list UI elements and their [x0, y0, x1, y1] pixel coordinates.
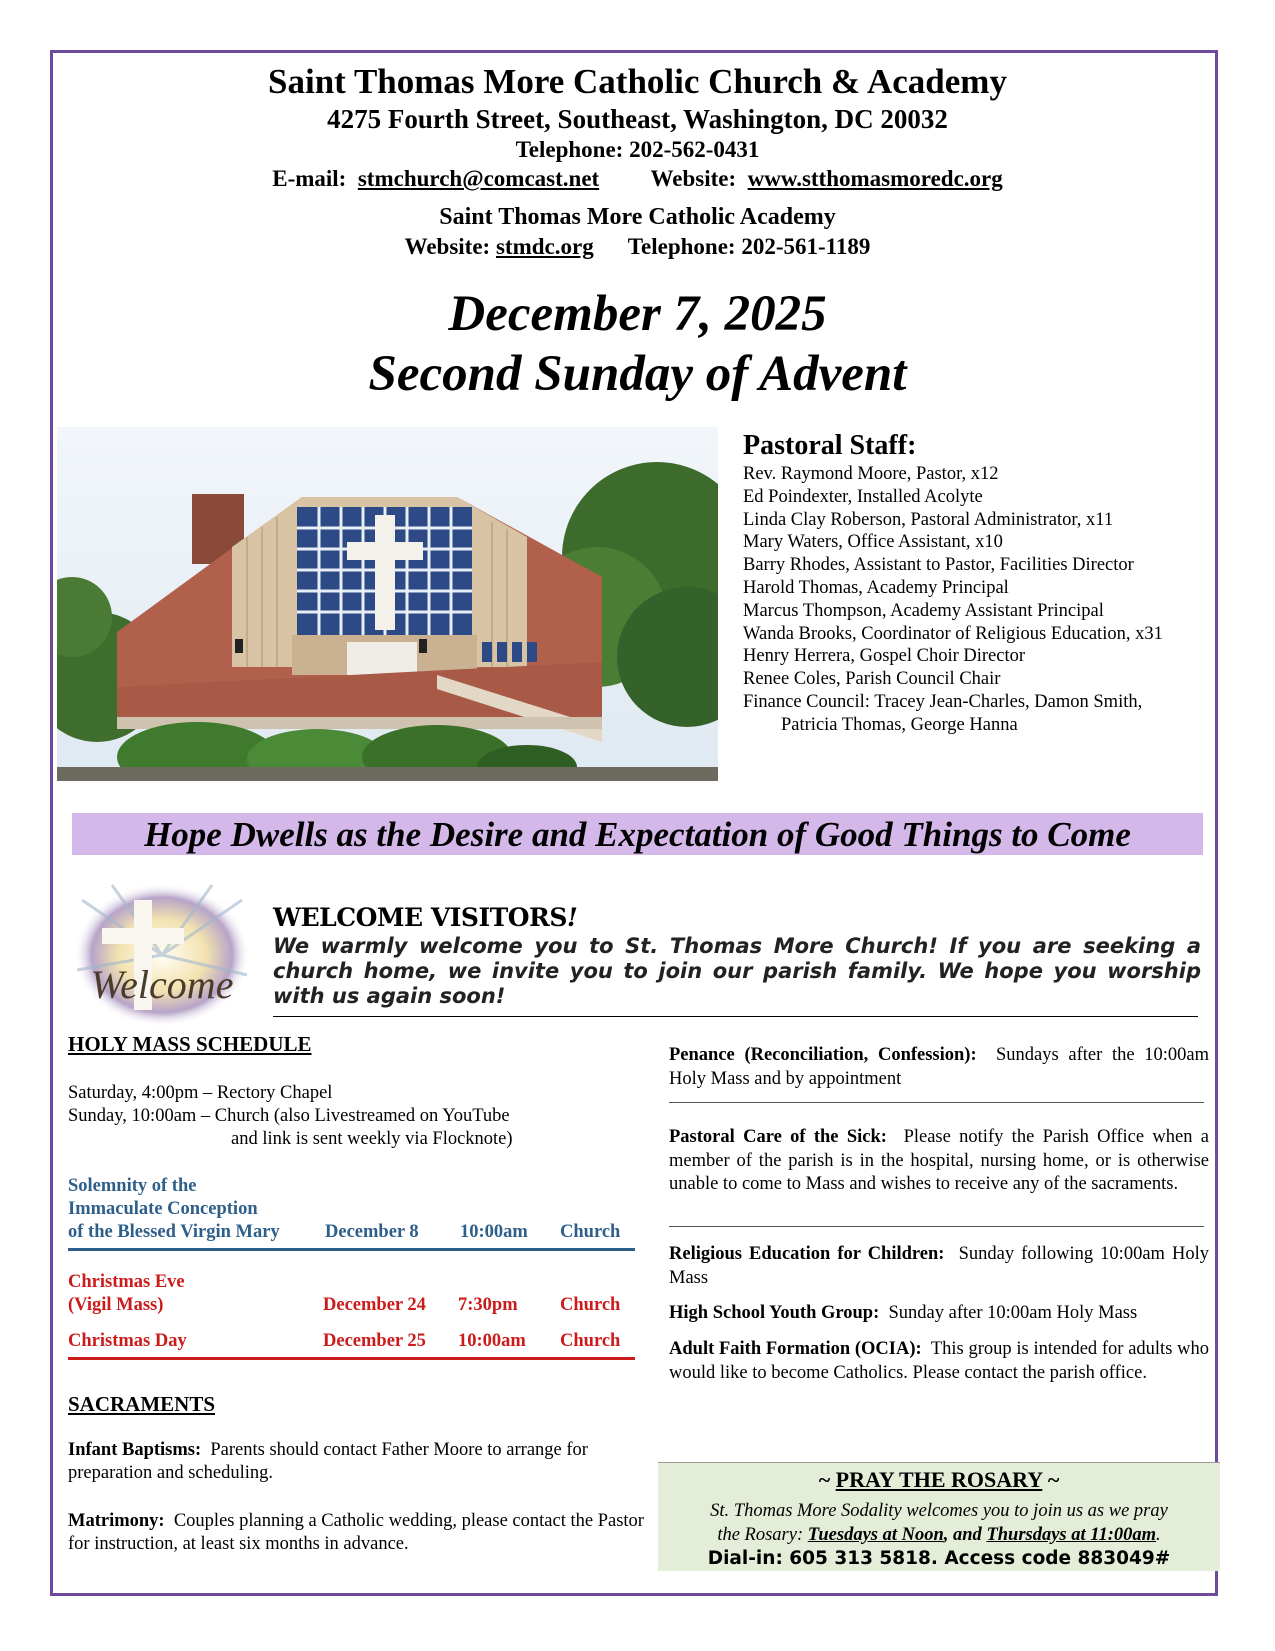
website-label: Website:	[650, 166, 737, 191]
christmas-eve-time: 7:30pm	[458, 1295, 518, 1315]
youth-paragraph	[669, 1302, 1209, 1326]
christmas-divider	[68, 1357, 635, 1360]
rosary-tuesday: Tuesdays at Noon	[807, 1525, 944, 1545]
staff-member: Mary Waters, Office Assistant, x10	[743, 532, 1003, 553]
academy-website-label: Website:	[404, 234, 491, 259]
matrimony-label: Matrimony:	[68, 1511, 165, 1531]
rosary-title	[658, 1467, 1220, 1493]
adult-faith-paragraph	[669, 1338, 1209, 1385]
staff-title: Pastoral Staff:	[743, 430, 917, 461]
rosary-line: St. Thomas More Sodality welcomes you to join us as we pray	[710, 1501, 1168, 1521]
mass-title-text: HOLY MASS SCHEDULE	[68, 1032, 312, 1056]
email-link[interactable]: stmchurch@comcast.net	[357, 166, 600, 191]
sick-text: Please notify the Parish Office when a member of the parish is in the hospital, nursing home, or is otherwise unable to come to Mass and wishes to receive any of the sacraments.	[669, 1127, 1210, 1194]
matrimony-paragraph	[68, 1510, 648, 1556]
feast-name-line: of the Blessed Virgin Mary	[68, 1222, 280, 1242]
christmas-day-name: Christmas Day	[68, 1331, 187, 1351]
staff-member: Ed Poindexter, Installed Acolyte	[743, 486, 983, 507]
contact-line	[0, 166, 1275, 192]
christmas-day-place: Church	[560, 1331, 621, 1351]
adult-faith-text: This group is intended for adults who would like to become Catholics. Please contact the parish office.	[669, 1339, 1209, 1383]
christmas-eve-date: December 24	[323, 1295, 426, 1315]
rosary-box	[658, 1462, 1220, 1571]
sacraments-title	[68, 1393, 648, 1418]
staff-member: Wanda Brooks, Coordinator of Religious Education, x31	[743, 623, 1163, 644]
youth-label: High School Youth Group:	[669, 1303, 880, 1323]
sacraments-title-text: SACRAMENTS	[68, 1392, 216, 1416]
christmas-eve-name: Christmas Eve	[68, 1272, 185, 1292]
mass-line: and link is sent weekly via Flocknote)	[231, 1129, 513, 1149]
welcome-title-mark: !	[566, 903, 578, 932]
academy-website-link[interactable]: stmdc.org	[495, 234, 594, 259]
mass-schedule-title	[68, 1033, 648, 1058]
staff-member: Patricia Thomas, George Hanna	[781, 714, 1018, 735]
academy-telephone: Telephone: 202-561-1189	[627, 234, 871, 259]
baptism-label: Infant Baptisms:	[68, 1440, 202, 1460]
mass-line: Saturday, 4:00pm – Rectory Chapel	[68, 1083, 333, 1103]
christmas-day-time: 10:00am	[458, 1331, 526, 1351]
staff-member: Rev. Raymond Moore, Pastor, x12	[743, 464, 999, 484]
welcome-image	[72, 880, 252, 1030]
christmas-eve-place: Church	[560, 1295, 621, 1315]
feast-name-line: Solemnity of the	[68, 1176, 197, 1196]
staff-list	[743, 463, 1163, 737]
christmas-day-date: December 25	[323, 1331, 426, 1351]
website-link[interactable]: www.stthomasmoredc.org	[747, 166, 1003, 191]
divider	[669, 1226, 1204, 1227]
feast-place: Church	[560, 1222, 621, 1242]
academy-contact	[0, 234, 1275, 260]
liturgical-day: Second Sunday of Advent	[368, 346, 907, 402]
rosary-line	[658, 1523, 1220, 1547]
theme-banner: Hope Dwells as the Desire and Expectation of Good Things to Come	[72, 813, 1203, 855]
mass-line: Sunday, 10:00am – Church (also Livestreamed on YouTube	[68, 1106, 510, 1126]
academy-name: Saint Thomas More Catholic Academy	[439, 204, 836, 230]
rosary-and: , and	[943, 1525, 987, 1545]
rosary-title-text: PRAY THE ROSARY	[835, 1467, 1043, 1492]
religious-ed-text: Sunday following 10:00am Holy Mass	[669, 1244, 1209, 1288]
bulletin-date: December 7, 2025	[448, 286, 827, 342]
church-name: Saint Thomas More Catholic Church & Academy	[268, 62, 1007, 101]
youth-text: Sunday after 10:00am Holy Mass	[888, 1303, 1138, 1323]
sick-label: Pastoral Care of the Sick:	[669, 1127, 887, 1147]
staff-member: Harold Thomas, Academy Principal	[743, 577, 1009, 598]
rosary-dialin: Dial-in: 605 313 5818. Access code 883049#	[707, 1548, 1171, 1569]
divider	[669, 1102, 1204, 1103]
staff-member: Henry Herrera, Gospel Choir Director	[743, 646, 1026, 667]
rosary-invite	[658, 1499, 1220, 1547]
religious-ed-label: Religious Education for Children:	[669, 1244, 945, 1264]
baptism-paragraph	[68, 1439, 638, 1485]
welcome-image-text: Welcome	[90, 962, 234, 1007]
email-label: E-mail:	[272, 166, 347, 191]
matrimony-text: Couples planning a Catholic wedding, please contact the Pastor for instruction, at least six months in advance.	[68, 1511, 644, 1554]
baptism-text: Parents should contact Father Moore to arrange for preparation and scheduling.	[68, 1440, 588, 1483]
rosary-tilde: ~	[818, 1467, 836, 1492]
welcome-title	[273, 903, 577, 932]
feast-time: 10:00am	[460, 1222, 528, 1242]
staff-member: Linda Clay Roberson, Pastoral Administrator, x11	[743, 509, 1114, 530]
church-photo	[57, 427, 718, 781]
welcome-title-text: WELCOME VISITORS	[273, 903, 567, 932]
staff-member: Finance Council: Tracey Jean-Charles, Damon Smith,	[743, 691, 1143, 712]
staff-member: Marcus Thompson, Academy Assistant Principal	[743, 600, 1104, 621]
penance-paragraph	[669, 1044, 1209, 1091]
adult-faith-label: Adult Faith Formation (OCIA):	[669, 1339, 922, 1359]
divider	[273, 1016, 1198, 1017]
religious-ed-paragraph	[669, 1243, 1209, 1290]
christmas-eve-sub: (Vigil Mass)	[68, 1295, 164, 1315]
welcome-text: We warmly welcome you to St. Thomas More Church! If you are seeking a church home, we invite you to join our parish family. We hope you worship with us again soon!	[273, 934, 1201, 1008]
staff-member: Renee Coles, Parish Council Chair	[743, 669, 1001, 690]
sick-paragraph	[669, 1126, 1209, 1197]
rosary-thursday: Thursdays at 11:00am	[986, 1525, 1157, 1545]
rosary-tilde: ~	[1042, 1467, 1060, 1492]
feast-divider	[68, 1248, 635, 1251]
penance-label: Penance (Reconciliation, Confession):	[669, 1045, 977, 1065]
rosary-text: the Rosary:	[717, 1525, 808, 1545]
feast-date: December 8	[325, 1222, 419, 1242]
church-telephone: Telephone: 202-562-0431	[515, 137, 760, 162]
feast-name-line: Immaculate Conception	[68, 1199, 258, 1219]
penance-text: Sundays after the 10:00am Holy Mass and by appointment	[669, 1045, 1209, 1089]
church-address: 4275 Fourth Street, Southeast, Washington, DC 20032	[327, 104, 948, 134]
staff-member: Barry Rhodes, Assistant to Pastor, Facilities Director	[743, 555, 1134, 576]
rosary-period: .	[1156, 1525, 1161, 1545]
